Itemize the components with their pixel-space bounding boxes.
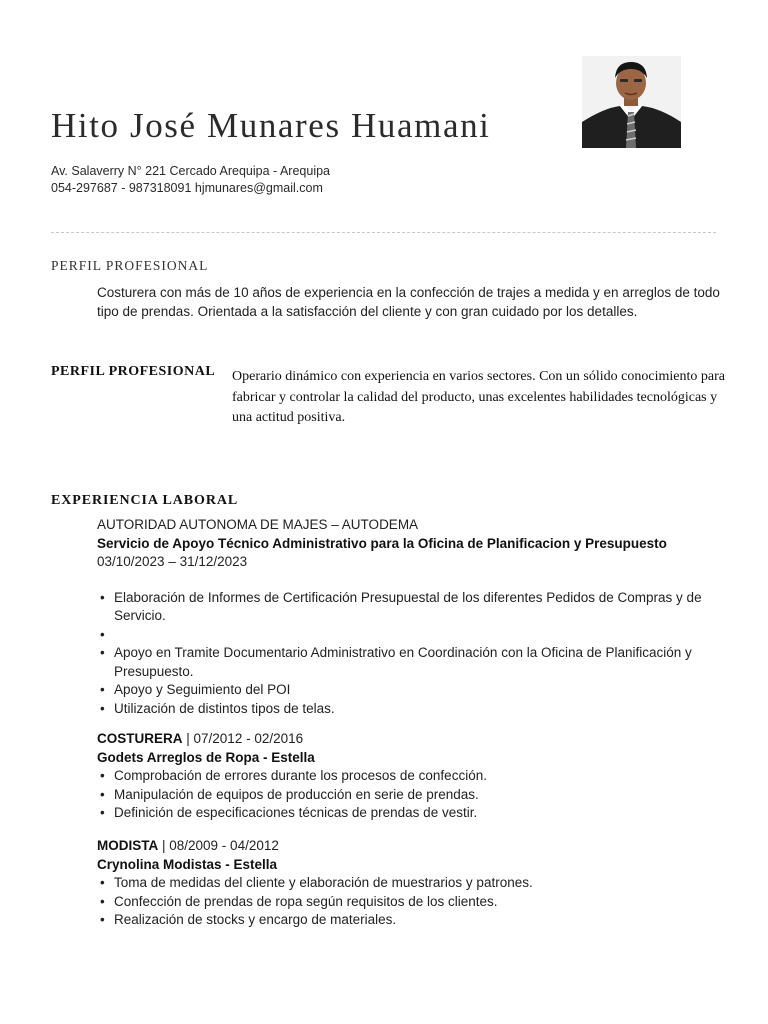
section-title-perfil-2: PERFIL PROFESIONAL <box>51 364 216 379</box>
job-duties <box>97 589 727 719</box>
job-dates: 03/10/2023 – 31/12/2023 <box>97 554 248 569</box>
list-item: • Elaboración de Informes de Certificación Presupuestal de los diferentes Pedidos de Compras y de Servicio. <box>97 589 727 626</box>
job-entry-modista <box>97 837 727 930</box>
job-duties <box>97 767 727 823</box>
header-divider <box>51 232 716 233</box>
address: Av. Salaverry N° 221 Cercado Arequipa - Arequipa <box>51 164 330 178</box>
section-title-perfil-1: PERFIL PROFESIONAL <box>51 258 209 273</box>
list-item: • Utilización de distintos tipos de telas. <box>97 700 727 719</box>
list-item: • Apoyo en Tramite Documentario Administrativo en Coordinación con la Oficina de Planificación y Presupuesto. <box>97 644 727 681</box>
profile-photo <box>582 56 681 148</box>
list-item: • Comprobación de errores durante los procesos de confección. <box>97 767 727 786</box>
candidate-name: Hito José Munares Huamani <box>51 106 491 145</box>
job-entry-autodema <box>97 516 727 718</box>
list-item: • Definición de especificaciones técnicas de prendas de vestir. <box>97 804 727 823</box>
job-entry-costurera <box>97 730 727 823</box>
job-title: COSTURERA <box>97 731 183 746</box>
job-company: Crynolina Modistas - Estella <box>97 856 278 872</box>
job-organization: AUTORIDAD AUTONOMA DE MAJES – AUTODEMA <box>97 517 419 532</box>
profile-photo-image <box>582 56 681 148</box>
list-item: • Toma de medidas del cliente y elaboración de muestrarios y patrones. <box>97 874 727 893</box>
job-title: MODISTA <box>97 838 159 853</box>
list-item: • Confección de prendas de ropa según requisitos de los clientes. <box>97 893 727 912</box>
list-item <box>97 626 727 645</box>
job-role: Servicio de Apoyo Técnico Administrativo para la Oficina de Planificacion y Presupuesto <box>97 535 667 551</box>
phone-email: 054-297687 - 987318091 hjmunares@gmail.com <box>51 181 323 195</box>
job-dates: | 08/2009 - 04/2012 <box>158 838 279 853</box>
job-company: Godets Arreglos de Ropa - Estella <box>97 749 315 765</box>
list-item: • Realización de stocks y encargo de materiales. <box>97 911 727 930</box>
list-item: • Manipulación de equipos de producción en serie de prendas. <box>97 786 727 805</box>
perfil-1-text: Costurera con más de 10 años de experiencia en la confección de trajes a medida y en arreglos de todo tipo de prendas. Orientada a la satisfacción del cliente y con gran cuidado por los detalles. <box>97 285 720 319</box>
perfil-2-text: Operario dinámico con experiencia en varios sectores. Con un sólido conocimiento para fabricar y controlar la calidad del producto, unas excelentes habilidades tecnológicas y una actitud positiva. <box>232 369 725 425</box>
section-title-experiencia: EXPERIENCIA LABORAL <box>51 493 239 508</box>
job-duties <box>97 874 727 930</box>
job-dates: | 07/2012 - 02/2016 <box>182 731 304 746</box>
contact-info <box>51 163 330 197</box>
list-item: • Apoyo y Seguimiento del POI <box>97 681 727 700</box>
